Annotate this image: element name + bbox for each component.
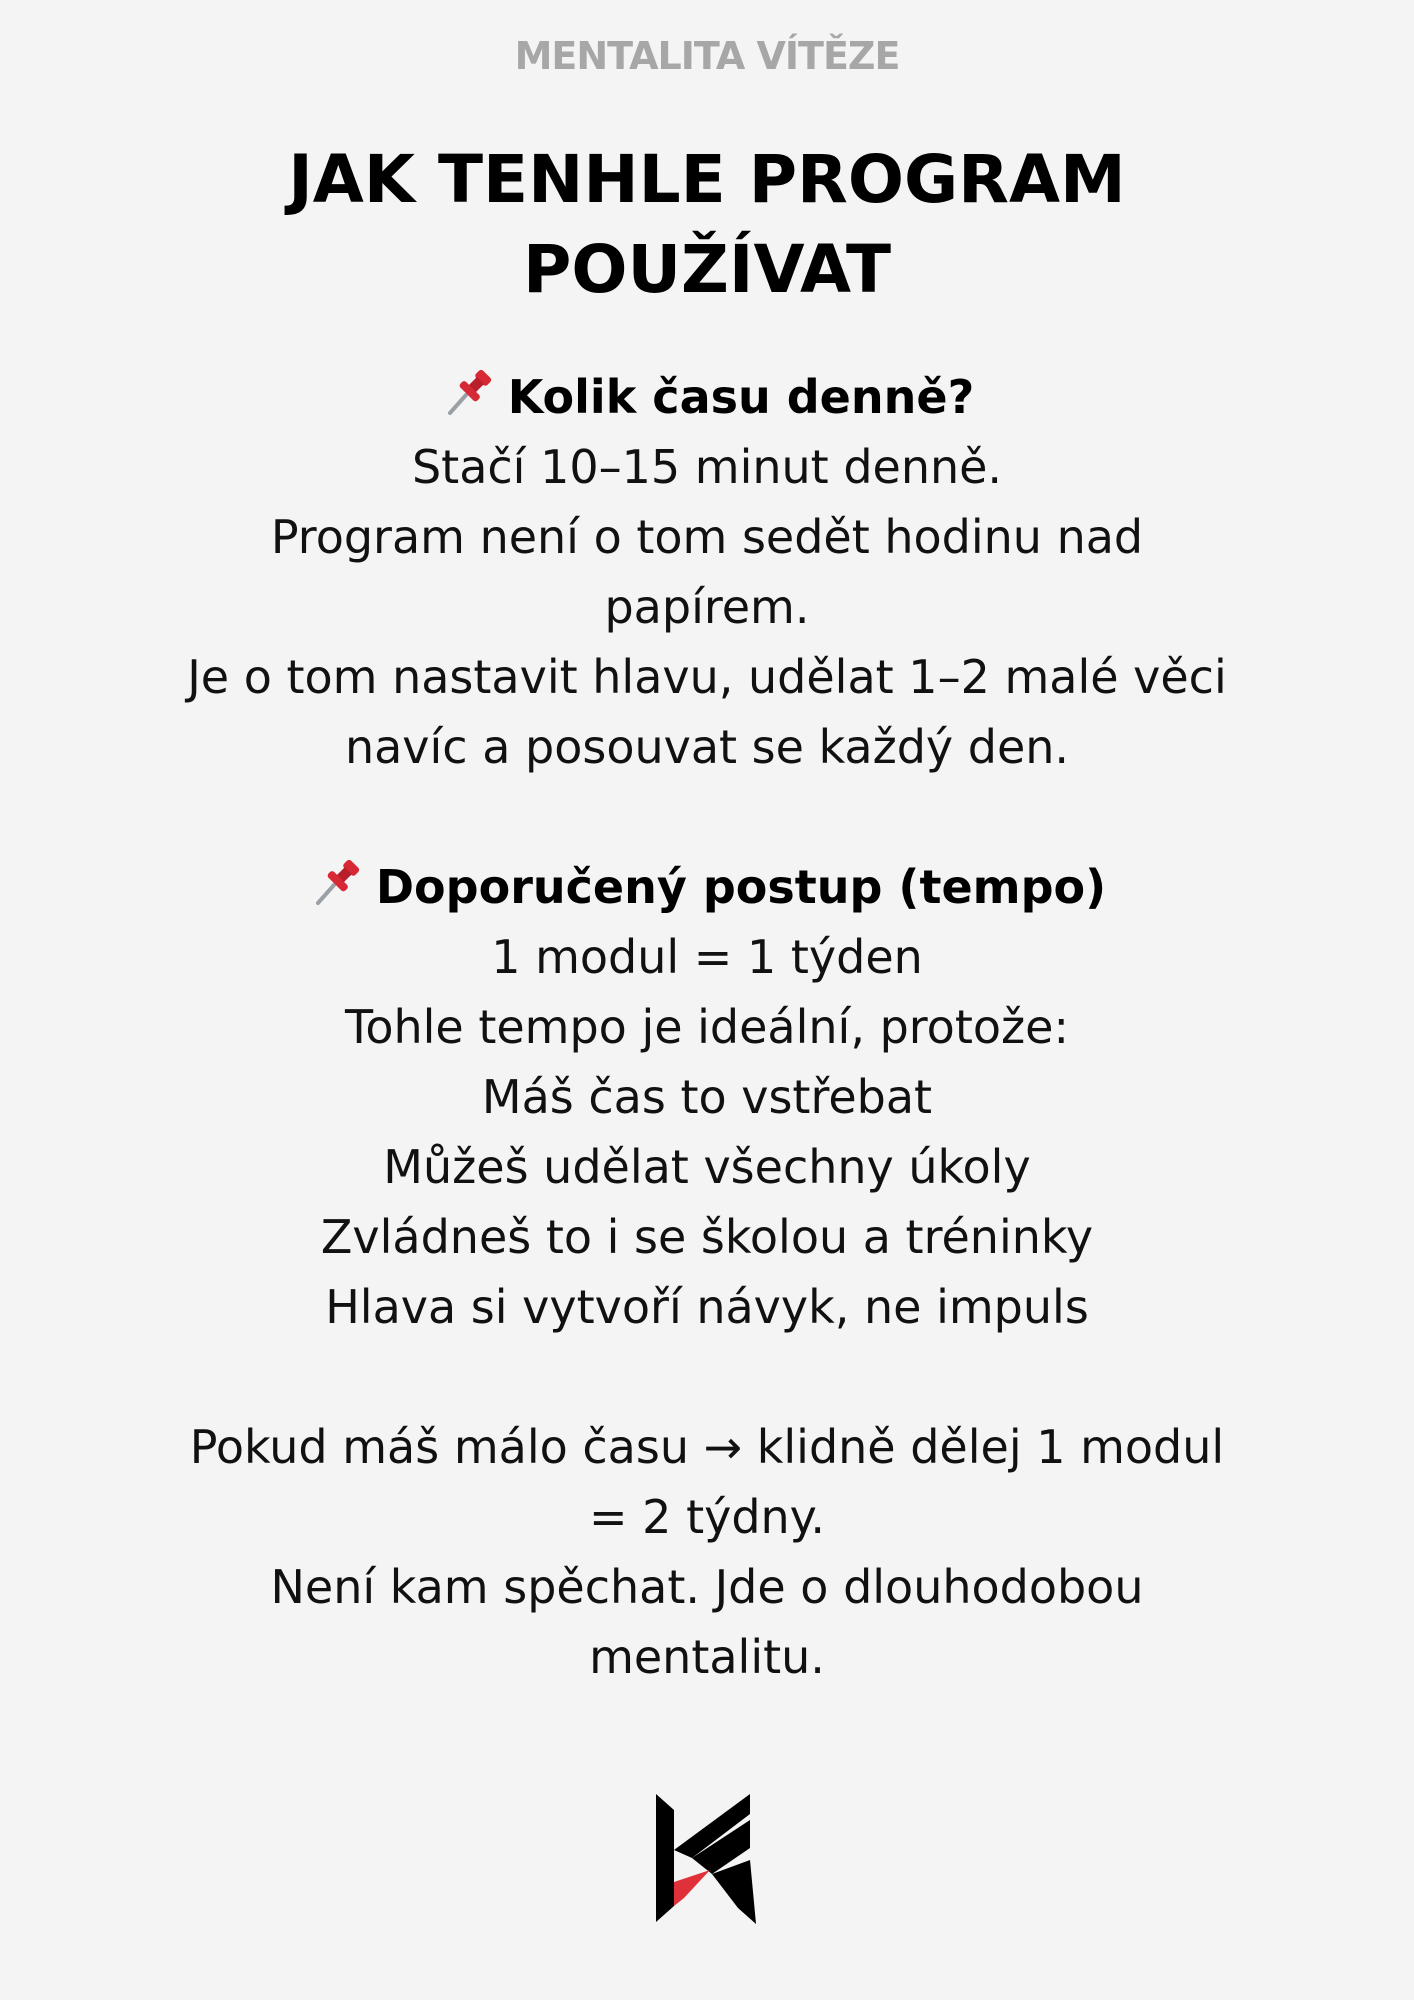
text-line: papírem. [604, 580, 810, 634]
text-line: Můžeš udělat všechny úkoly [383, 1140, 1031, 1194]
section-heading-daily-time [120, 362, 1294, 432]
section-gap [120, 782, 1294, 852]
section-heading-text: Kolik času denně? [507, 370, 975, 424]
section-heading-recommended-pace [120, 852, 1294, 922]
brand-logo-icon [652, 1790, 762, 1926]
page-title-line-1: JAK TENHLE PROGRAM [288, 141, 1126, 218]
brand-header: MENTALITA VÍTĚZE [514, 34, 900, 78]
page-title [0, 135, 1414, 315]
pushpin-icon [308, 855, 364, 911]
text-line: mentalitu. [589, 1630, 825, 1684]
text-line: 1 modul = 1 týden [491, 930, 923, 984]
text-line: navíc a posouvat se každý den. [344, 720, 1070, 774]
text-line: Je o tom nastavit hlavu, udělat 1–2 malé věci [187, 650, 1227, 704]
text-line: Není kam spěchat. Jde o dlouhodobou [270, 1560, 1144, 1614]
page-title-line-2: POUŽÍVAT [522, 231, 892, 308]
text-line: Program není o tom sedět hodinu nad [270, 510, 1144, 564]
text-line: Pokud máš málo času → klidně dělej 1 modul [189, 1420, 1225, 1474]
text-line: Máš čas to vstřebat [481, 1070, 933, 1124]
text-line: Hlava si vytvoří návyk, ne impuls [325, 1280, 1089, 1334]
section-gap [120, 1342, 1294, 1412]
section-heading-text: Doporučený postup (tempo) [375, 860, 1107, 914]
text-line: Stačí 10–15 minut denně. [411, 440, 1003, 494]
program-instructions [120, 362, 1294, 1692]
text-line: Zvládneš to i se školou a tréninky [320, 1210, 1094, 1264]
text-line: = 2 týdny. [589, 1490, 825, 1544]
text-line: Tohle tempo je ideální, protože: [345, 1000, 1069, 1054]
pushpin-icon [440, 365, 496, 421]
